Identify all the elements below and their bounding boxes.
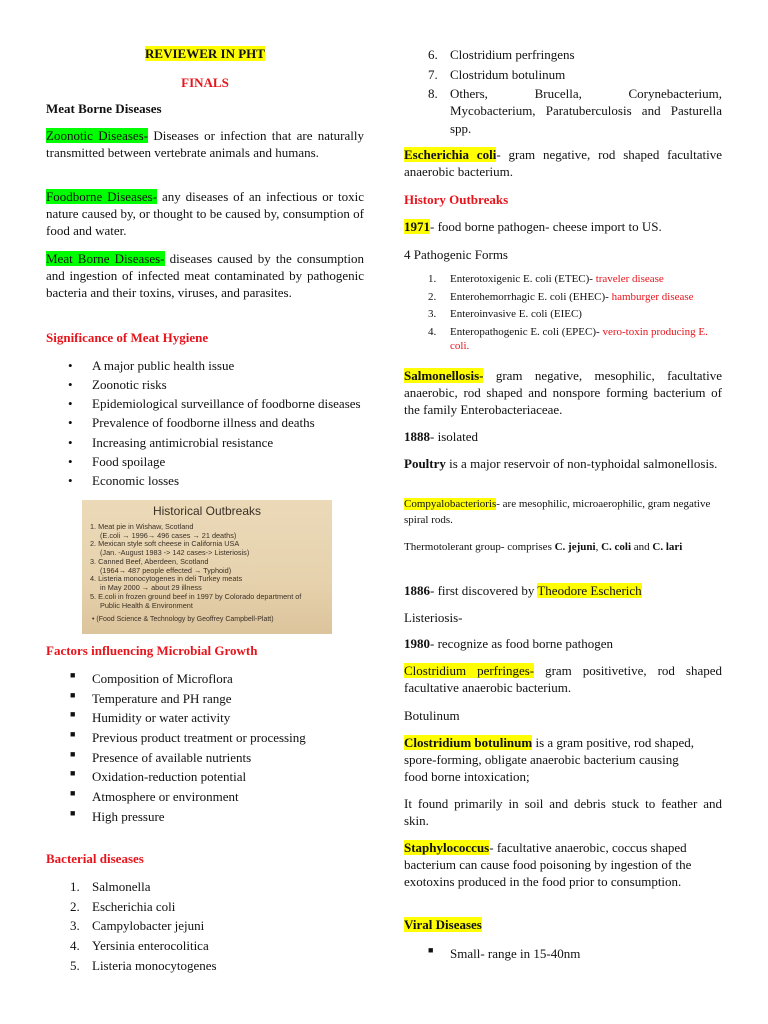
history-text: - food borne pathogen- cheese import to US. bbox=[430, 219, 662, 234]
list-item: • Zoonotic risks bbox=[68, 377, 167, 393]
list-item: ■ Composition of Microflora bbox=[70, 670, 233, 686]
list-item: ■ Oxidation-reduction potential bbox=[70, 768, 247, 785]
poultry-definition bbox=[404, 455, 722, 472]
zoonotic-term: Zoonotic Diseases- bbox=[46, 128, 149, 143]
list-item: 5. Listeria monocytogenes bbox=[70, 957, 217, 973]
perfringes-text: gram positivetive, rod shaped facultative anaerobic bacterium. bbox=[404, 663, 722, 696]
botulinum-term: Clostridium botulinum bbox=[404, 735, 533, 750]
list-item: 3. Campylobacter jejuni bbox=[70, 918, 205, 934]
discovered-line bbox=[404, 582, 642, 599]
zoonotic-definition bbox=[46, 127, 364, 161]
forms-list bbox=[404, 272, 722, 354]
list-item: • Food spoilage bbox=[68, 453, 166, 469]
list-item: ■ High pressure bbox=[70, 807, 165, 824]
list-item: • Prevalence of foodborne illness and deaths bbox=[68, 415, 315, 431]
poultry-term: Poultry bbox=[404, 456, 446, 471]
figure-list bbox=[90, 523, 332, 611]
figure-reference: • (Food Science & Technology by Geoffrey Campbell-Platt) bbox=[92, 616, 274, 624]
discovered-year: 1886 bbox=[404, 583, 430, 598]
staphylococcus-definition bbox=[404, 839, 704, 890]
zoonotic-text: Diseases or infection that are naturally transmitted between vertebrate animals and humans. bbox=[46, 128, 364, 161]
list-item: • Epidemiological surveillance of foodborne diseases bbox=[68, 396, 361, 412]
list-item: ■ Humidity or water activity bbox=[70, 709, 231, 726]
isolated-line bbox=[404, 428, 478, 445]
campylobacter-term: Compyalobacterioris bbox=[404, 498, 497, 510]
discovered-text: - first discovered by bbox=[430, 583, 538, 598]
list-item: • A major public health issue bbox=[68, 358, 235, 373]
history-year: 1971 bbox=[404, 219, 430, 234]
viral-heading: Viral Diseases bbox=[404, 917, 482, 932]
species-c-coli: C. coli bbox=[601, 541, 632, 553]
list-item: ■ Temperature and PH range bbox=[70, 689, 232, 706]
history-line bbox=[404, 218, 722, 235]
significance-heading: Significance of Meat Hygiene bbox=[46, 330, 209, 345]
meatborne-definition bbox=[46, 250, 364, 301]
botulinum-heading: Botulinum bbox=[404, 708, 460, 723]
botulinum-text: is a gram positive, rod shaped, spore-forming, obligate anaerobic bacterium causing food borne intoxication; bbox=[404, 735, 694, 785]
meatborne-term: Meat Borne Diseases- bbox=[46, 251, 165, 266]
figure-line: 3. Canned Beef, Aberdeen, Scotland bbox=[90, 556, 209, 566]
list-item: ■ Previous product treatment or processing bbox=[70, 728, 306, 745]
meat-borne-heading: Meat Borne Diseases bbox=[46, 101, 162, 116]
list-item: 8. Others, Brucella, Corynebacterium, Mycobacterium, Paratuberculosis and Pasturella spp. bbox=[428, 86, 722, 136]
figure-line: 1. Meat pie in Wishaw, Scotland bbox=[90, 521, 194, 531]
perfringes-definition bbox=[404, 662, 722, 696]
list-item: 6. Clostridium perfringens bbox=[428, 47, 575, 62]
isolated-text: - isolated bbox=[430, 429, 479, 444]
listeriosis-label: Listeriosis- bbox=[404, 610, 463, 625]
document-subtitle: FINALS bbox=[181, 75, 229, 90]
thermotolerant-lead: Thermotolerant group- comprises bbox=[404, 541, 555, 553]
campylobacter-text: - are mesophilic, microaerophilic, gram negative spiral rods. bbox=[404, 498, 711, 526]
viral-heading-line bbox=[404, 916, 482, 933]
recognize-year: 1980 bbox=[404, 636, 430, 651]
species-c-jejuni: C. jejuni bbox=[554, 541, 596, 553]
recognize-line bbox=[404, 635, 613, 652]
staphylococcus-term: Staphylococcus bbox=[404, 840, 490, 855]
bacterial-list-continued bbox=[404, 46, 722, 137]
salmonellosis-definition bbox=[404, 367, 722, 418]
salmonellosis-term: Salmonellosis- bbox=[404, 368, 484, 383]
list-item: 7. Clostridum botulinum bbox=[428, 66, 566, 82]
history-heading: History Outbreaks bbox=[404, 192, 509, 207]
salmonellosis-text: gram negative, mesophilic, facultative anaerobic, rod shaped and nonspore forming bacterium of the family Enterobacteriaceae. bbox=[404, 368, 722, 418]
figure-line: 4. Listeria monocytogenes in deli Turkey meats bbox=[90, 574, 243, 584]
bacterial-list bbox=[46, 878, 364, 974]
viral-list bbox=[404, 945, 722, 962]
forms-heading: 4 Pathogenic Forms bbox=[404, 247, 508, 262]
figure-line: (E.coli → 1996→ 496 cases → 21 deaths) bbox=[100, 530, 237, 540]
figure-line: 5. E.coli in frozen ground beef in 1997 by Colorado department of bbox=[90, 591, 302, 601]
staphylococcus-text: - facultative anaerobic, coccus shaped bacterium can cause food poisoning by ingestion of the exotoxins produced in the food prior to consumption. bbox=[404, 840, 692, 890]
figure-line: Public Health & Environment bbox=[100, 600, 193, 610]
list-item: 2. Escherichia coli bbox=[70, 898, 176, 914]
figure-line: (Jan. -August 1983 -> 142 cases-> Listeriosis) bbox=[100, 548, 250, 558]
perfringes-term: Clostridium perfringes- bbox=[404, 663, 535, 678]
foodborne-text: any diseases of an infectious or toxic nature caused by, or thought to be caused by, consumption of food and water. bbox=[46, 189, 364, 239]
ecoli-text: - gram negative, rod shaped facultative anaerobic bacterium. bbox=[404, 147, 722, 180]
figure-line: (1964→ 487 people effected → Typhoid) bbox=[100, 565, 232, 575]
discoverer-name: Theodore Escherich bbox=[537, 583, 642, 598]
figure-line: 2. Mexican style soft cheese in California USA bbox=[90, 539, 240, 549]
list-item: 1. Enterotoxigenic E. coli (ETEC)- traveler disease bbox=[428, 273, 664, 285]
thermotolerant-line: Thermotolerant group- comprises C. jejuni, C. coli and C. lari bbox=[404, 541, 683, 553]
soil-text: It found primarily in soil and debris stuck to feather and skin. bbox=[404, 796, 722, 829]
recognize-text: - recognize as food borne pathogen bbox=[430, 636, 614, 651]
list-item: • Economic losses bbox=[68, 472, 180, 488]
list-item: 2. Enterohemorrhagic E. coli (EHEC)- hamburger disease bbox=[428, 290, 694, 303]
foodborne-definition bbox=[46, 188, 364, 239]
list-item: ■ Atmosphere or environment bbox=[70, 787, 239, 804]
list-item: 1. Salmonella bbox=[70, 879, 151, 894]
document-title: REVIEWER IN PHT bbox=[145, 46, 265, 61]
foodborne-term: Foodborne Diseases- bbox=[46, 189, 158, 204]
isolated-year: 1888 bbox=[404, 429, 430, 444]
species-c-lari: C. lari bbox=[652, 541, 683, 553]
list-item: 4. Yersinia enterocolitica bbox=[70, 937, 209, 953]
list-item: 4. Enteropathogenic E. coli (EPEC)- vero-toxin producing E. coli. bbox=[428, 325, 708, 353]
ecoli-term: Escherichia coli bbox=[404, 147, 497, 162]
factors-heading: Factors influencing Microbial Growth bbox=[46, 643, 258, 658]
list-item: ■ Small- range in 15-40nm bbox=[428, 945, 581, 961]
botulinum-definition bbox=[404, 734, 694, 785]
bacterial-heading: Bacterial diseases bbox=[46, 851, 144, 866]
list-item: • Increasing antimicrobial resistance bbox=[68, 434, 274, 450]
historical-outbreaks-image bbox=[82, 500, 332, 634]
ecoli-definition bbox=[404, 146, 722, 180]
significance-list bbox=[46, 357, 364, 489]
factors-list bbox=[46, 670, 364, 825]
meatborne-text: diseases caused by the consumption and ingestion of infected meat contaminated by pathogenic bacteria and their toxins, viruses, and parasites. bbox=[46, 251, 364, 301]
poultry-text: is a major reservoir of non-typhoidal salmonellosis. bbox=[445, 456, 718, 471]
list-item: 3. Enteroinvasive E. coli (EIEC) bbox=[428, 308, 582, 321]
figure-line: in May 2000 → about 29 illness bbox=[100, 583, 202, 593]
list-item: ■ Presence of available nutrients bbox=[70, 748, 252, 765]
figure-title: Historical Outbreaks bbox=[152, 504, 262, 518]
campylobacter-definition bbox=[404, 497, 722, 529]
